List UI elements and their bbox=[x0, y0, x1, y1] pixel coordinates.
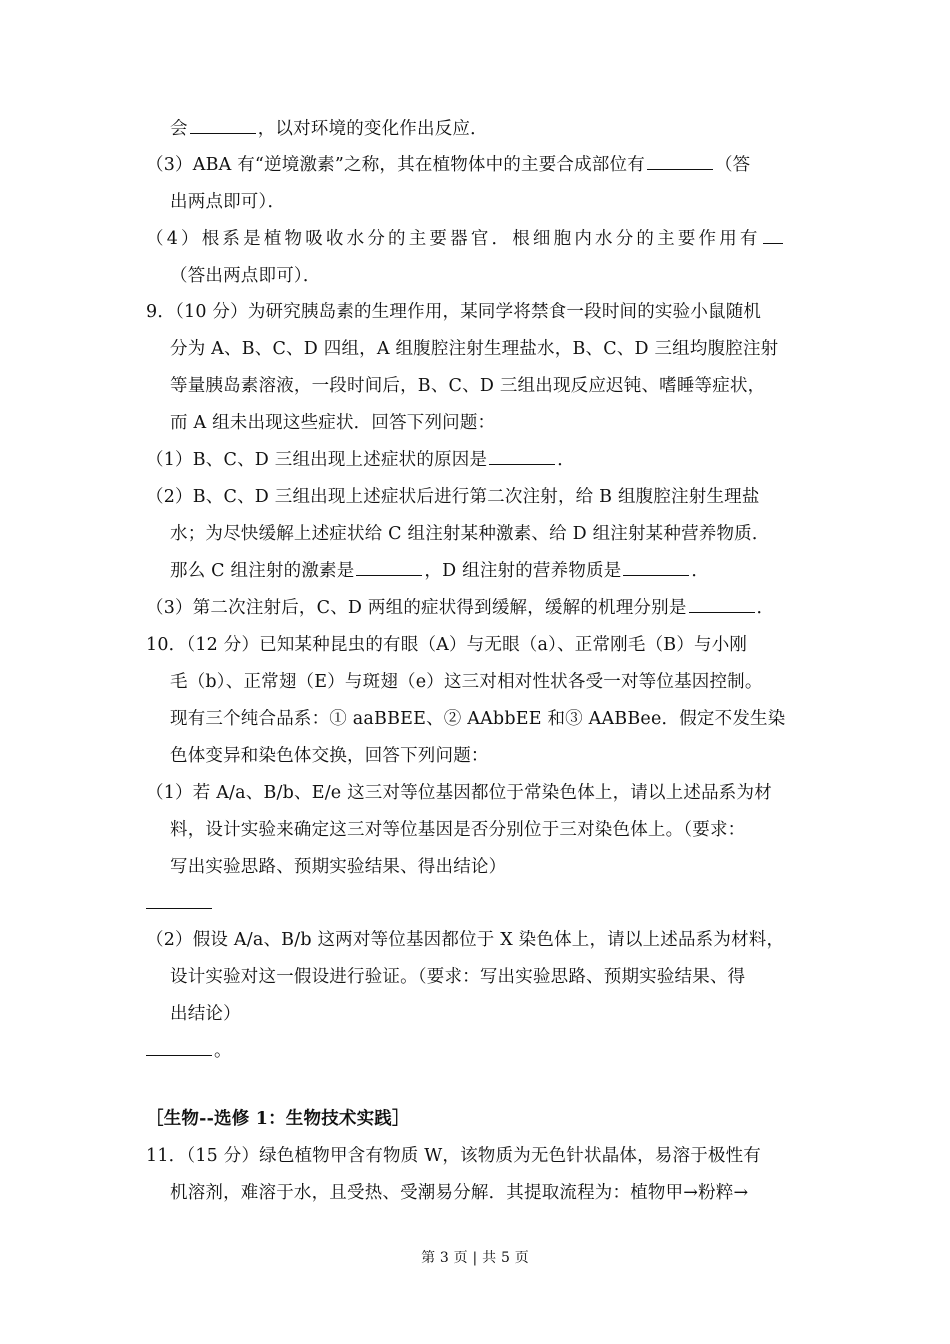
q10-sub2-answer: 。 bbox=[146, 1039, 232, 1063]
q9-sub3: （3）第二次注射后，C、D 两组的症状得到缓解，缓解的机理分别是 ． bbox=[146, 598, 775, 618]
answer-blank[interactable] bbox=[356, 559, 422, 576]
q10-sub1-line1: （1）若 A/a、B/b、E/e 这三对等位基因都位于常染色体上，请以上述品系为材 bbox=[146, 783, 772, 803]
q10-sub2-line3: 出结论） bbox=[170, 1004, 241, 1024]
q8-4-line1: （4）根系是植物吸收水分的主要器官．根细胞内水分的主要作用有 bbox=[146, 227, 785, 251]
q11-stem-line1: 11．（15 分）绿色植物甲含有物质 W，该物质为无色针状晶体，易溶于极性有 bbox=[146, 1146, 761, 1166]
page-footer: 第 3 页 | 共 5 页 bbox=[421, 1250, 529, 1266]
q8-2-continuation: 会 ，以对环境的变化作出反应． bbox=[170, 119, 488, 139]
q9-sub1: （1）B、C、D 三组出现上述症状的原因是 ． bbox=[146, 450, 575, 470]
answer-blank[interactable] bbox=[146, 1039, 212, 1056]
q10-sub1-line2: 料，设计实验来确定这三对等位基因是否分别位于三对染色体上。（要求： bbox=[170, 820, 746, 840]
answer-blank[interactable] bbox=[689, 596, 755, 613]
q10-sub1-answer bbox=[146, 892, 214, 916]
q10-stem-line1: 10．（12 分）已知某种昆虫的有眼（A）与无眼（a）、正常刚毛（B）与小刚 bbox=[146, 635, 748, 655]
q9-sub2-line2: 水；为尽快缓解上述症状给 C 组注射某种激素、给 D 组注射某种营养物质． bbox=[170, 524, 770, 544]
answer-blank[interactable] bbox=[489, 448, 555, 465]
q9-stem-line2: 分为 A、B、C、D 四组，A 组腹腔注射生理盐水，B、C、D 三组均腹腔注射 bbox=[170, 339, 779, 359]
q9-stem-line3: 等量胰岛素溶液，一段时间后，B、C、D 三组出现反应迟钝、嗜睡等症状， bbox=[170, 376, 766, 396]
q10-stem-line4: 色体变异和染色体交换，回答下列问题： bbox=[170, 746, 489, 766]
answer-blank[interactable] bbox=[623, 559, 689, 576]
answer-blank[interactable] bbox=[190, 117, 256, 134]
q10-stem-line3: 现有三个纯合品系：① aaBBEE、② AAbbEE 和③ AABBee．假定不发生染 bbox=[170, 709, 786, 729]
q10-stem-line2: 毛（b）、正常翅（E）与斑翅（e）这三对相对性状各受一对等位基因控制。 bbox=[170, 672, 763, 692]
q10-sub2-line2: 设计实验对这一假设进行验证。（要求：写出实验思路、预期实验结果、得 bbox=[170, 967, 746, 987]
q9-stem-line1: 9．（10 分）为研究胰岛素的生理作用，某同学将禁食一段时间的实验小鼠随机 bbox=[146, 302, 762, 322]
answer-blank[interactable] bbox=[647, 153, 713, 170]
q10-sub1-line3: 写出实验思路、预期实验结果、得出结论） bbox=[170, 857, 507, 877]
q10-sub2-line1: （2）假设 A/a、B/b 这两对等位基因都位于 X 染色体上，请以上述品系为材料， bbox=[146, 930, 785, 950]
q11-stem-line2: 机溶剂，难溶于水，且受热、受潮易分解．其提取流程为：植物甲→粉粹→ bbox=[170, 1183, 749, 1203]
answer-blank[interactable] bbox=[146, 892, 212, 909]
section-title: ［生物--选修 1：生物技术实践］ bbox=[146, 1109, 410, 1129]
q9-sub2-line1: （2）B、C、D 三组出现上述症状后进行第二次注射，给 B 组腹腔注射生理盐 bbox=[146, 487, 760, 507]
q9-sub2-line3: 那么 C 组注射的激素是 ，D 组注射的营养物质是 ． bbox=[170, 561, 710, 581]
q8-4-line2: （答出两点即可）． bbox=[170, 266, 321, 286]
q9-stem-line4: 而 A 组未出现这些症状．回答下列问题： bbox=[170, 413, 496, 433]
answer-blank[interactable] bbox=[763, 227, 783, 244]
q8-3-line1: （3）ABA 有“逆境激素”之称，其在植物体中的主要合成部位有 （答 bbox=[146, 155, 751, 175]
q8-3-line2: 出两点即可）． bbox=[170, 192, 286, 212]
